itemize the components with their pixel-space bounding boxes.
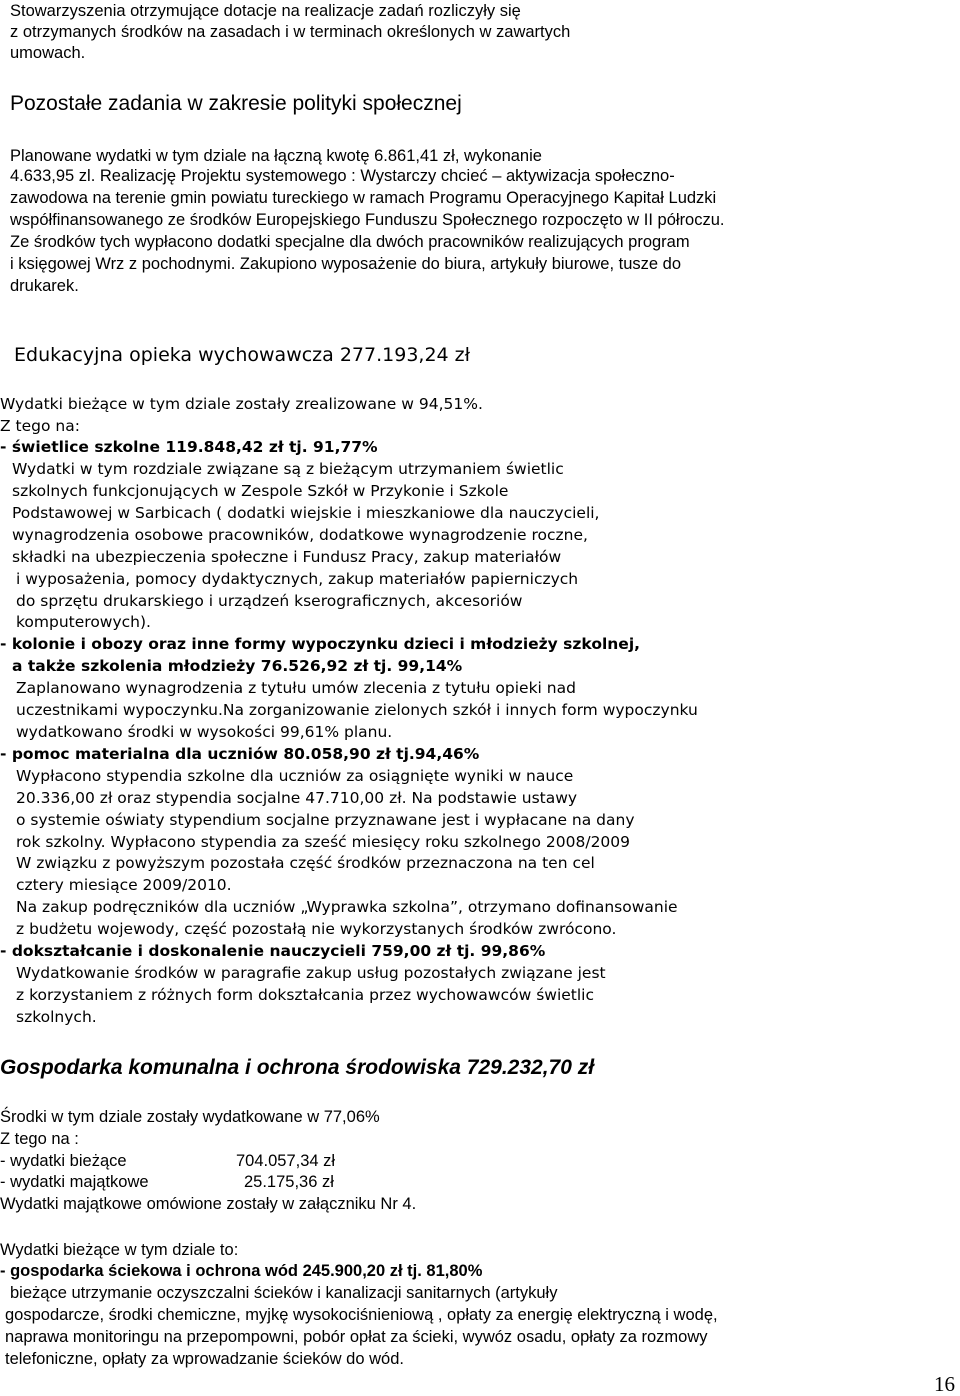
polityka-line: zawodowa na terenie gmin powiatu tureckiego w ramach Programu Operacyjnego Kapitał Ludzki xyxy=(10,189,717,207)
swietlice-line: szkolnych funkcjonujących w Zespole Szkół w Przykonie i Szkole xyxy=(12,482,509,500)
sciekowa-title: - gospodarka ściekowa i ochrona wód 245.900,20 zł tj. 81,80% xyxy=(0,1262,483,1280)
pomoc-line: o systemie oświaty stypendium socjalne przyznawane jest i wypłacane na dany xyxy=(16,811,635,829)
intro-line: z otrzymanych środków na zasadach i w terminach określonych w zawartych xyxy=(10,23,571,41)
kolonie-line: uczestnikami wypoczynku.Na zorganizowanie zielonych szkół i innych form wypoczynku xyxy=(16,701,698,719)
polityka-line: Ze środków tych wypłacono dodatki specjalne dla dwóch pracowników realizujących program xyxy=(10,233,690,251)
polityka-line: drukarek. xyxy=(10,277,79,295)
gospodarka-summary-line: Środki w tym dziale zostały wydatkowane w 77,06% xyxy=(0,1108,380,1126)
pomoc-line: cztery miesiące 2009/2010. xyxy=(16,876,232,894)
gospodarka-biezace-intro: Wydatki bieżące w tym dziale to: xyxy=(0,1241,239,1259)
gospodarka-note: Wydatki majątkowe omówione zostały w załączniku Nr 4. xyxy=(0,1195,417,1213)
intro-line: umowach. xyxy=(10,44,86,62)
sciekowa-line: telefoniczne, opłaty za wprowadzanie ścieków do wód. xyxy=(5,1350,404,1368)
swietlice-line: komputerowych). xyxy=(16,613,151,631)
swietlice-line: Podstawowej w Sarbicach ( dodatki wiejskie i mieszkaniowe dla nauczycieli, xyxy=(12,504,600,522)
doksztalcanie-title: - dokształcanie i doskonalenie nauczycieli 759,00 zł tj. 99,86% xyxy=(0,942,546,960)
pomoc-line: z budżetu wojewody, część pozostałą nie wykorzystanych środków zwrócono. xyxy=(16,920,617,938)
polityka-line: i księgowej Wrz z pochodnymi. Zakupiono wyposażenie do biura, artykuły biurowe, tusze do xyxy=(10,255,682,273)
section-heading-edukacja: Edukacyjna opieka wychowawcza 277.193,24 zł xyxy=(14,344,471,366)
doksztalcanie-line: szkolnych. xyxy=(16,1008,97,1026)
pomoc-line: Wypłacono stypendia szkolne dla uczniów za osiągnięte wyniki w nauce xyxy=(16,767,574,785)
swietlice-title: - świetlice szkolne 119.848,42 zł tj. 91,77% xyxy=(0,438,378,456)
pomoc-title: - pomoc materialna dla uczniów 80.058,90 zł tj.94,46% xyxy=(0,745,480,763)
section-heading-gospodarka: Gospodarka komunalna i ochrona środowiska 729.232,70 zł xyxy=(0,1056,595,1079)
edukacja-summary-line: Z tego na: xyxy=(0,417,80,435)
swietlice-line: składki na ubezpieczenia społeczne i Fundusz Pracy, zakup materiałów xyxy=(12,548,562,566)
pomoc-line: Na zakup podręczników dla uczniów „Wyprawka szkolna”, otrzymano dofinansowanie xyxy=(16,898,678,916)
pomoc-line: rok szkolny. Wypłacono stypendia za sześć miesięcy roku szkolnego 2008/2009 xyxy=(16,833,631,851)
kolonie-title: a także szkolenia młodzieży 76.526,92 zł tj. 99,14% xyxy=(12,657,463,675)
swietlice-line: Wydatki w tym rozdziale związane są z bieżącym utrzymaniem świetlic xyxy=(12,460,564,478)
page-number: 16 xyxy=(934,1372,955,1396)
swietlice-line: do sprzętu drukarskiego i urządzeń kserograficznych, akcesoriów xyxy=(16,592,523,610)
doksztalcanie-line: z korzystaniem z różnych form dokształcania przez wychowawców świetlic xyxy=(16,986,595,1004)
kolonie-line: Zaplanowano wynagrodzenia z tytułu umów zlecenia z tytułu opieki nad xyxy=(16,679,576,697)
gospodarka-item-amount: 25.175,36 zł xyxy=(244,1173,334,1191)
gospodarka-summary-line: Z tego na : xyxy=(0,1130,79,1148)
polityka-line: 4.633,95 zl. Realizację Projektu systemowego : Wystarczy chcieć – aktywizacja społeczno- xyxy=(10,167,675,185)
gospodarka-item-label: - wydatki majątkowe xyxy=(0,1173,149,1191)
swietlice-line: i wyposażenia, pomocy dydaktycznych, zakup materiałów papierniczych xyxy=(16,570,579,588)
sciekowa-line: naprawa monitoringu na przepompowni, pobór opłat za ścieki, wywóz osadu, opłaty za rozmowy xyxy=(5,1328,708,1346)
gospodarka-item-label: - wydatki bieżące xyxy=(0,1152,127,1170)
intro-line: Stowarzyszenia otrzymujące dotacje na realizacje zadań rozliczyły się xyxy=(10,2,521,20)
pomoc-line: W związku z powyższym pozostała część środków przeznaczona na ten cel xyxy=(16,854,595,872)
section-heading-polityka: Pozostałe zadania w zakresie polityki społecznej xyxy=(10,92,462,115)
edukacja-summary-line: Wydatki bieżące w tym dziale zostały zrealizowane w 94,51%. xyxy=(0,395,483,413)
kolonie-title: - kolonie i obozy oraz inne formy wypoczynku dzieci i młodzieży szkolnej, xyxy=(0,635,641,653)
gospodarka-item-amount: 704.057,34 zł xyxy=(236,1152,336,1170)
polityka-line: współfinansowanego ze środków Europejskiego Funduszu Społecznego rozpoczęto w II półroczu. xyxy=(10,211,725,229)
doksztalcanie-line: Wydatkowanie środków w paragrafie zakup usług pozostałych związane jest xyxy=(16,964,606,982)
swietlice-line: wynagrodzenia osobowe pracowników, dodatkowe wynagrodzenie roczne, xyxy=(12,526,588,544)
pomoc-line: 20.336,00 zł oraz stypendia socjalne 47.710,00 zł. Na podstawie ustawy xyxy=(16,789,578,807)
kolonie-line: wydatkowano środki w wysokości 99,61% planu. xyxy=(16,723,393,741)
sciekowa-line: gospodarcze, środki chemiczne, myjkę wysokociśnieniową , opłaty za energię elektryczną i wodę, xyxy=(5,1306,718,1324)
sciekowa-line: bieżące utrzymanie oczyszczalni ścieków i kanalizacji sanitarnych (artykuły xyxy=(10,1284,558,1302)
polityka-line: Planowane wydatki w tym dziale na łączną kwotę 6.861,41 zł, wykonanie xyxy=(10,147,542,165)
